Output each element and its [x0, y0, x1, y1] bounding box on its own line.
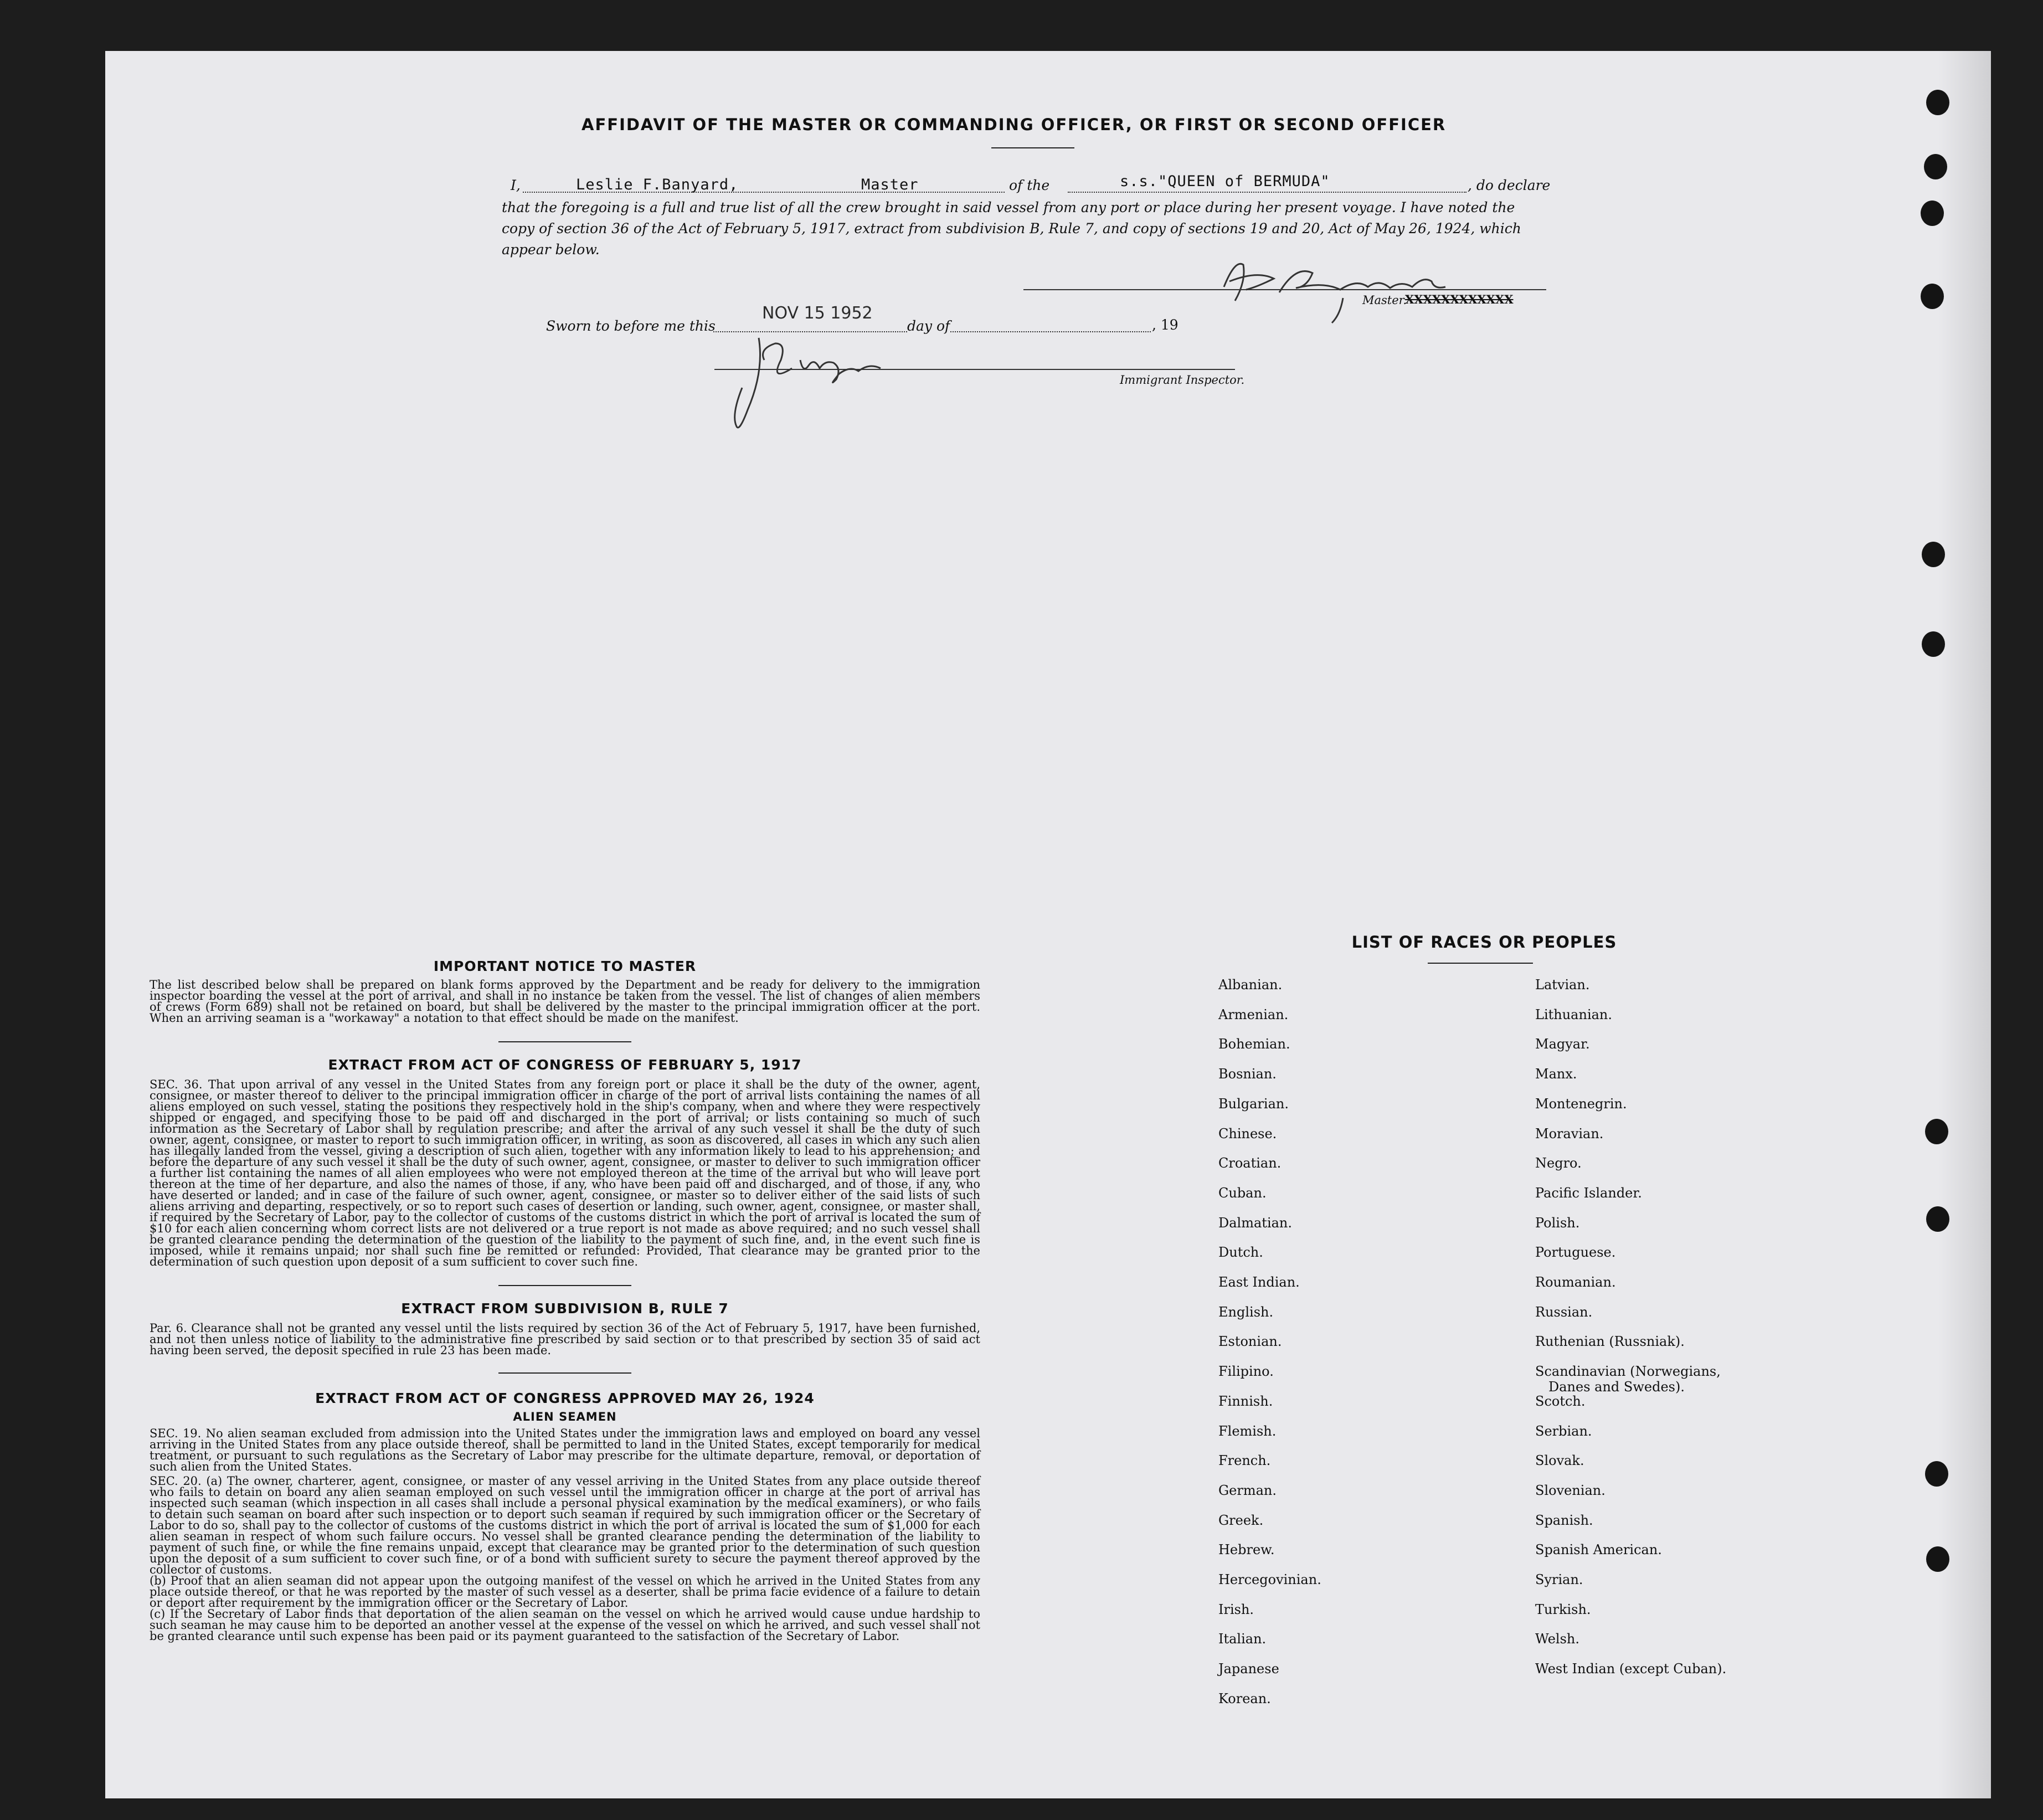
binder-hole: [1925, 1461, 1948, 1487]
master-signature: [1213, 248, 1468, 326]
section-rule: [498, 1285, 631, 1286]
binder-hole: [1926, 90, 1949, 115]
binder-hole: [1926, 1206, 1949, 1232]
race-item: Serbian.: [1535, 1423, 1592, 1439]
race-item: Montenegrin.: [1535, 1096, 1627, 1112]
month-line: [950, 331, 1151, 332]
race-item: Flemish.: [1218, 1423, 1277, 1439]
declaration-line-4: appear below.: [502, 241, 600, 258]
race-item: Spanish American.: [1535, 1542, 1662, 1558]
race-item: Manx.: [1535, 1066, 1577, 1082]
races-title: LIST OF RACES OR PEOPLES: [1351, 933, 1617, 952]
race-item: Hebrew.: [1218, 1542, 1275, 1558]
do-declare-label: , do declare: [1468, 177, 1551, 193]
race-item: Lithuanian.: [1535, 1006, 1613, 1022]
binder-hole: [1924, 154, 1947, 179]
binder-hole: [1926, 1546, 1949, 1572]
race-item: Greek.: [1218, 1512, 1264, 1528]
race-item: Bosnian.: [1218, 1066, 1277, 1082]
inspector-label: Immigrant Inspector.: [1120, 373, 1245, 387]
race-item: Korean.: [1218, 1690, 1271, 1706]
vessel-name: s.s."QUEEN of BERMUDA": [1120, 173, 1330, 190]
race-item: Irish.: [1218, 1601, 1254, 1617]
race-item: Slovenian.: [1535, 1482, 1605, 1498]
binder-hole: [1922, 631, 1945, 657]
race-item: Hercegovinian.: [1218, 1572, 1321, 1587]
race-item: Roumanian.: [1535, 1274, 1616, 1290]
race-item: Spanish.: [1535, 1512, 1593, 1528]
race-item: East Indian.: [1218, 1274, 1300, 1290]
rule-7-text: Par. 6. Clearance shall not be granted any vessel until the lists required by section 36 of the Act of February 5, 1917, have been furnished, and not then unless notice of liability to the administrative fine prescribed by said section or to that prescribed by section 35 of said act having been served, the deposit specified in rule 23 has been made.: [150, 1322, 980, 1357]
section-rule: [498, 1372, 631, 1374]
notice-title: IMPORTANT NOTICE TO MASTER: [433, 958, 697, 974]
race-item: Scandinavian (Norwegians,: [1535, 1364, 1721, 1380]
title-rule: [991, 147, 1074, 148]
master-struck-text: XXXXXXXXXXXX: [1405, 292, 1514, 306]
race-item: Moravian.: [1535, 1125, 1604, 1142]
race-item: Scotch.: [1535, 1393, 1586, 1409]
race-item: Syrian.: [1535, 1572, 1583, 1587]
race-item: Chinese.: [1218, 1125, 1277, 1142]
notice-text: The list described below shall be prepared on blank forms approved by the Department and be ready for delivery to the immigration inspector boarding the vessel at the port of arrival, and shall in no instance be taken from the vessel. The list of changes of alien members of crews (Form 689) shall not be retained on board, but shall be delivered by the master to the principal immigration officer at the port. When an arriving seaman is a "workaway" a notation to that effect should be made on the manifest.: [150, 978, 980, 1025]
date-stamp: NOV 15 1952: [762, 304, 873, 323]
binder-hole: [1925, 1119, 1948, 1144]
race-item: English.: [1218, 1304, 1274, 1320]
race-item: Filipino.: [1218, 1364, 1274, 1380]
binder-hole: [1921, 200, 1944, 226]
race-item: Ruthenian (Russniak).: [1535, 1334, 1685, 1350]
race-item: Negro.: [1535, 1155, 1582, 1171]
master-name: Leslie F.Banyard,: [576, 176, 739, 193]
sec-20c-text: (c) If the Secretary of Labor finds that deportation of the alien seaman on the vessel on which he arrived would cause undue hardship to such seaman he may cause him to be deported an another vessel at the expense of the vessel on which he arrived, and such vessel shall not be granted clearance until such expense has been paid or its payment guaranteed to the satisfaction of the Secretary of Labor.: [150, 1607, 980, 1643]
sec-20b-text: (b) Proof that an alien seaman did not appear upon the outgoing manifest of the vessel on which he arrived in the United States from any place outside thereof, or that he was reported by the master of such vessel as a deserter, shall be prima facie evidence of a failure to detain or deport after requirement by the immigration officer or the Secretary of Labor.: [150, 1574, 980, 1610]
inspector-signature: [698, 327, 908, 438]
race-item: Estonian.: [1218, 1334, 1282, 1350]
race-item: West Indian (except Cuban).: [1535, 1661, 1727, 1677]
master-position: Master: [861, 176, 919, 193]
race-item: Cuban.: [1218, 1185, 1267, 1201]
rule-7-title: EXTRACT FROM SUBDIVISION B, RULE 7: [401, 1300, 729, 1317]
section-rule: [498, 1041, 631, 1042]
race-item: Turkish.: [1535, 1601, 1591, 1617]
race-item: Slovak.: [1535, 1453, 1584, 1469]
extract-1924-subtitle: ALIEN SEAMEN: [513, 1410, 617, 1423]
extract-1917-title: EXTRACT FROM ACT OF CONGRESS OF FEBRUARY 5, 1917: [328, 1057, 802, 1073]
of-the-label: of the: [1009, 177, 1050, 193]
day-of-label: day of: [907, 318, 950, 334]
declaration-line-2: that the foregoing is a full and true list of all the crew brought in said vessel from any port or place during her present voyage. I have noted the: [502, 199, 1515, 215]
race-item: Finnish.: [1218, 1393, 1273, 1409]
race-item: Dutch.: [1218, 1245, 1263, 1261]
race-item: Russian.: [1535, 1304, 1593, 1320]
year-label: , 19: [1152, 317, 1179, 333]
race-item: French.: [1218, 1453, 1271, 1469]
i-label: I,: [511, 177, 521, 193]
race-item: Armenian.: [1218, 1006, 1289, 1022]
race-item: Portuguese.: [1535, 1245, 1616, 1261]
race-item: Welsh.: [1535, 1631, 1579, 1647]
race-item: Pacific Islander.: [1535, 1185, 1642, 1201]
extract-1917-text: SEC. 36. That upon arrival of any vessel in the United States from any foreign port or place it shall be the duty of the owner, agent, consignee, or master thereof to deliver to the principal immigration officer in charge of the port of arrival lists containing the names of all aliens employed on such vessel, stating the positions they respectively hold in the ship's company, when and where they were respectively shipped or engaged, and specifying those to be paid off and discharged in the port of arrival; or lists containing so much of such information as the Secretary of Labor shall by regulation prescribe; and after the arrival of any such vessel it shall be the duty of such owner, agent, consignee, or master to report to such immigration officer, in writing, as soon as discovered, all cases in which any such alien has illegally landed from the vessel, giving a description of such alien, together with any information likely to lead to his apprehension; and before the departure of any such vessel it shall be the duty of such owner, agent, consignee, or master to deliver to such immigration officer a further list containing the names of all alien employees who were not employed thereon at the time of the arrival but who will leave port thereon at the time of her departure, and also the names of those, if any, who have been paid off and discharged, and of those, if any, who have deserted or landed; and in case of the failure of such owner, agent, consignee, or master so to deliver either of the said lists of such aliens arriving and departing, respectively, or so to report such cases of desertion or landing, such owner, agent, consignee, or master shall, if required by the Secretary of Labor, pay to the collector of customs of the customs district in which the port of arrival is located the sum of $10 for each alien concerning whom correct lists are not delivered or a true report is not made as above required; and no such vessel shall be granted clearance pending the determination of the question of the liability to the payment of such fine, and, in the event such fine is imposed, while it remains unpaid; nor shall such fine be remitted or refunded: Provided, That clearance may be granted prior to the determination of such question upon deposit of a sum sufficient to cover such fine.: [150, 1078, 980, 1268]
sec-19-text: SEC. 19. No alien seaman excluded from admission into the United States under the immigration laws and employed on board any vessel arriving in the United States from any place outside thereof, shall be permitted to land in the United States, except temporarily for medical treatment, or pursuant to such regulations as the Secretary of Labor may prescribe for the ultimate departure, removal, or deportation of such alien from the United States.: [150, 1427, 980, 1473]
sheet-edge: [1938, 51, 1991, 1798]
race-item: Latvian.: [1535, 977, 1590, 993]
binder-hole: [1921, 284, 1944, 309]
race-item: Bulgarian.: [1218, 1096, 1289, 1112]
race-item: Croatian.: [1218, 1155, 1282, 1171]
sec-20a-text: SEC. 20. (a) The owner, charterer, agent, consignee, or master of any vessel arriving in the United States from any place outside thereof who fails to detain on board any alien seaman employed on such vessel until the immigration officer in charge at the port of arrival has inspected such seaman (which inspection in all cases shall include a personal physical examination by the medical examiners), or who fails to detain such seaman on board after such inspection or to deport such seaman if required by such immigration officer or the Secretary of Labor to do so, shall pay to the collector of customs of the customs district in which the port of arrival is located the sum of $1,000 for each alien seaman in respect of whom such failure occurs. No vessel shall be granted clearance pending the determination of the liability to payment of such fine, or while the fine remains unpaid, except that clearance may be granted prior to the determination of such question upon the deposit of a sum sufficient to cover such fine, or of a bond with sufficient surety to secure the payment thereof approved by the collector of customs.: [150, 1474, 980, 1576]
race-item: Polish.: [1535, 1215, 1580, 1231]
race-item-continuation: Danes and Swedes).: [1548, 1379, 1685, 1395]
affidavit-title: AFFIDAVIT OF THE MASTER OR COMMANDING OFFICER, OR FIRST OR SECOND OFFICER: [581, 115, 1447, 134]
vessel-line: [1068, 192, 1466, 193]
race-item: German.: [1218, 1482, 1277, 1498]
race-item: Albanian.: [1218, 977, 1283, 993]
race-item: Dalmatian.: [1218, 1215, 1293, 1231]
sworn-label: Sworn to before me this: [546, 318, 716, 334]
master-label: Master.: [1362, 294, 1407, 307]
race-item: Magyar.: [1535, 1036, 1590, 1052]
binder-hole: [1922, 542, 1945, 567]
race-item: Bohemian.: [1218, 1036, 1290, 1052]
races-rule: [1428, 963, 1533, 964]
race-item: Italian.: [1218, 1631, 1267, 1647]
declaration-line-3: copy of section 36 of the Act of February 5, 1917, extract from subdivision B, Rule 7, and copy of sections 19 and 20, Act of May 26, 1924, which: [502, 220, 1521, 237]
race-item: Japanese: [1218, 1661, 1279, 1677]
extract-1924-title: EXTRACT FROM ACT OF CONGRESS APPROVED MAY 26, 1924: [315, 1390, 815, 1406]
